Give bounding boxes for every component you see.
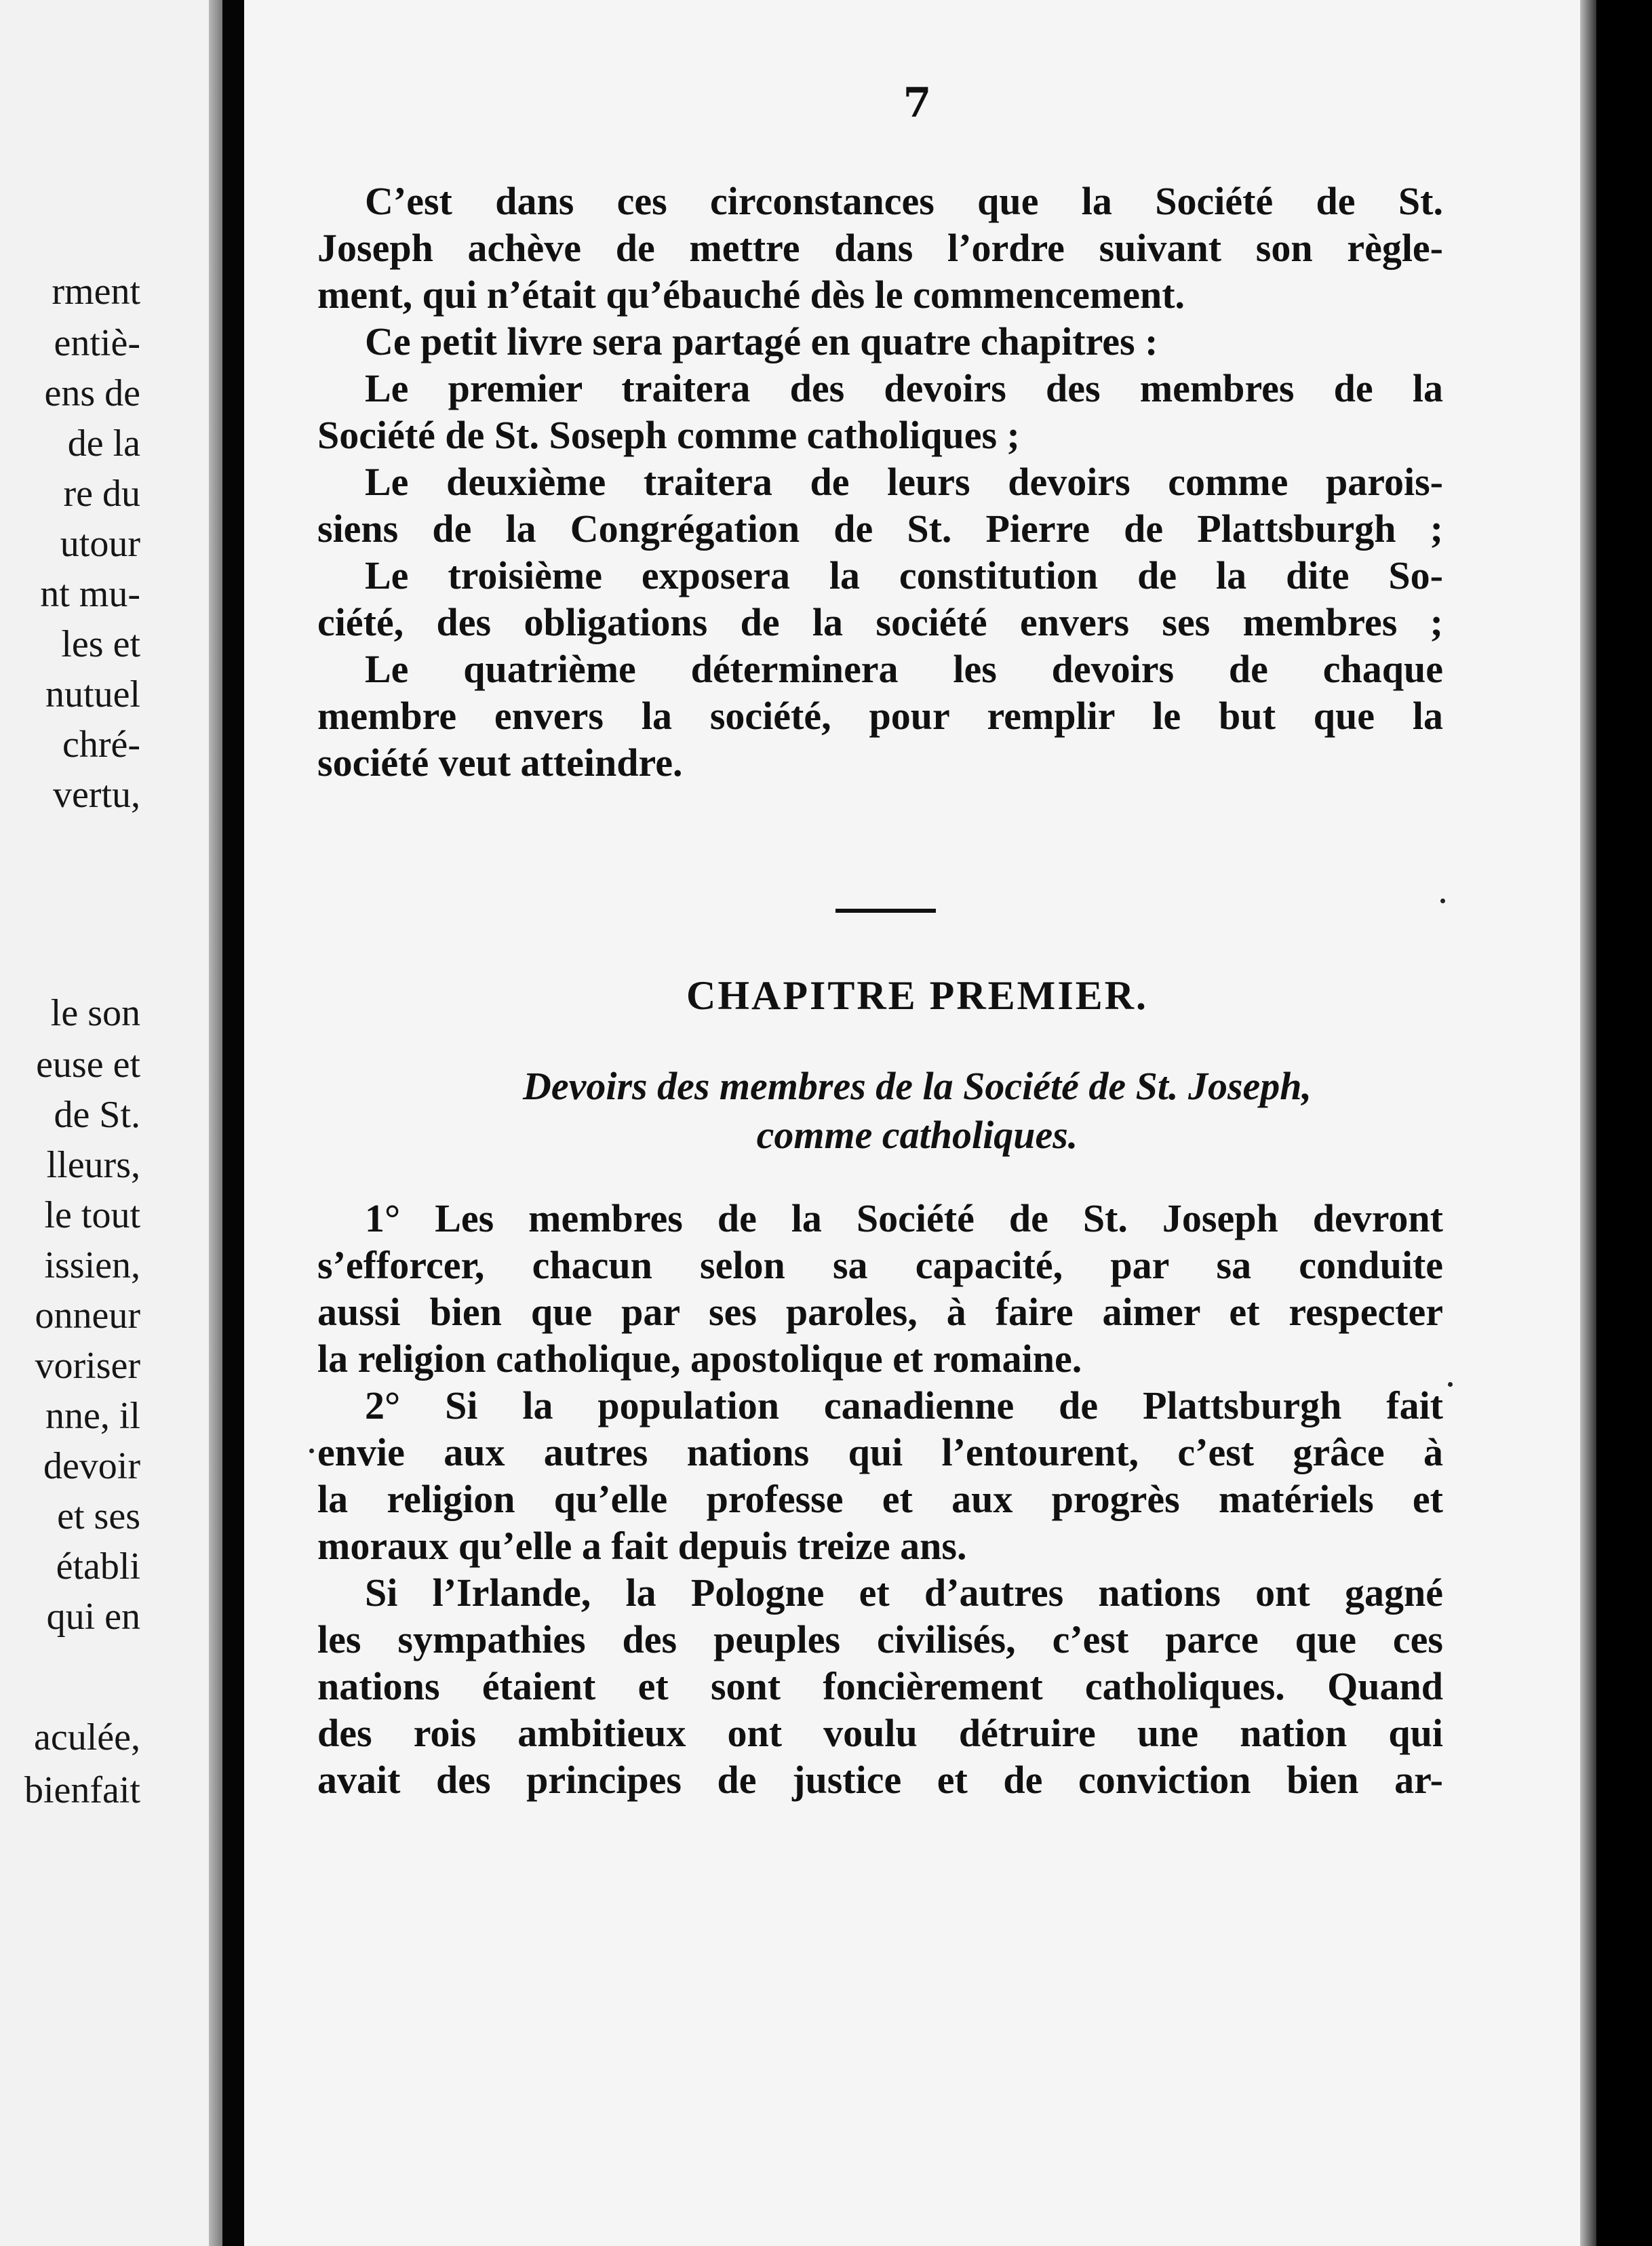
left-page-text-line: vertu,: [52, 774, 140, 816]
text-line: Le quatrième déterminera les devoirs de chaque: [365, 647, 1443, 691]
text-line: Le premier traitera des devoirs des membres de la: [365, 366, 1443, 410]
left-page-text-line: re du: [63, 473, 140, 515]
chapter-subtitle: [244, 1062, 1590, 1160]
page-number: 7: [903, 79, 932, 127]
text-line: la religion qu’elle professe et aux progrès matériels et: [317, 1477, 1443, 1521]
left-page-text-line: le tout: [44, 1194, 140, 1236]
text-line: aussi bien que par ses paroles, à faire aimer et respecter: [317, 1290, 1443, 1334]
section-divider: [835, 909, 936, 913]
left-page-text-line: de la: [67, 422, 140, 465]
text-line: s’efforcer, chacun selon sa capacité, par sa conduite: [317, 1243, 1443, 1287]
text-line: C’est dans ces circonstances que la Société de St.: [365, 179, 1443, 223]
left-page-text-line: devoir: [43, 1445, 140, 1487]
left-page-text-line: utour: [60, 523, 140, 565]
left-page-text-line: lleurs,: [46, 1144, 140, 1186]
left-page-text-line: rment: [52, 271, 140, 313]
text-line: Le deuxième traitera de leurs devoirs comme parois-: [365, 460, 1443, 504]
main-page: [244, 0, 1590, 2246]
left-page-text-line: issien,: [44, 1244, 140, 1286]
scan-speck: [1448, 1382, 1453, 1387]
text-line: siens de la Congrégation de St. Pierre de Plattsburgh ;: [317, 507, 1443, 551]
text-line: Le troisième exposera la constitution de la dite So-: [365, 553, 1443, 597]
left-page-text-line: de St.: [54, 1094, 140, 1136]
text-line: société veut atteindre.: [317, 741, 683, 785]
text-line: des rois ambitieux ont voulu détruire une nation qui: [317, 1711, 1443, 1755]
left-page-text-line: le son: [50, 992, 140, 1034]
left-page-text-line: les et: [61, 623, 140, 665]
intro-text: [317, 178, 1443, 786]
left-page-text-line: nt mu-: [40, 573, 140, 615]
text-line: la religion catholique, apostolique et romaine.: [317, 1337, 1082, 1381]
left-page-text-line: euse et: [36, 1044, 140, 1086]
text-line: membre envers la société, pour remplir le but que la: [317, 694, 1443, 738]
text-line: ciété, des obligations de la société envers ses membres ;: [317, 600, 1443, 644]
text-line: moraux qu’elle a fait depuis treize ans.: [317, 1524, 967, 1568]
gutter-shadow: [209, 0, 222, 2246]
text-line: Société de St. Soseph comme catholiques ;: [317, 413, 1020, 457]
text-line: Si l’Irlande, la Pologne et d’autres nations ont gagné: [365, 1571, 1443, 1615]
left-page-text-line: onneur: [35, 1295, 140, 1337]
left-page-text-line: nutuel: [45, 673, 140, 715]
text-line: Ce petit livre sera partagé en quatre chapitres :: [365, 319, 1158, 363]
chapter-subtitle-line: Devoirs des membres de la Société de St. Joseph,: [522, 1064, 1312, 1108]
chapter-subtitle-line: comme catholiques.: [756, 1113, 1078, 1157]
text-line: nations étaient et sont foncièrement catholiques. Quand: [317, 1664, 1443, 1708]
text-line: 2° Si la population canadienne de Plattsburgh fait: [365, 1383, 1443, 1427]
left-page-text-line: bienfait: [24, 1769, 140, 1811]
left-page-fragment: [0, 0, 220, 2246]
left-page-text-line: et ses: [57, 1495, 140, 1537]
left-page-text-line: ens de: [44, 372, 140, 414]
text-line: avait des principes de justice et de conviction bien ar-: [317, 1758, 1443, 1802]
text-line: Joseph achève de mettre dans l’ordre suivant son règle-: [317, 226, 1443, 270]
scan-speck: [309, 1449, 314, 1453]
gutter-binding: [222, 0, 244, 2246]
left-page-text-line: voriser: [35, 1345, 140, 1387]
left-page-text-line: établi: [56, 1545, 140, 1588]
chapter-title: CHAPITRE PREMIER.: [686, 973, 1149, 1018]
left-page-text-line: aculée,: [34, 1716, 140, 1758]
left-page-text-line: chré-: [62, 724, 140, 766]
page-edge-shadow: [1580, 0, 1596, 2246]
left-page-text-line: nne, il: [45, 1395, 140, 1437]
body-text: [317, 1195, 1443, 1803]
left-page-text-line: entiè-: [54, 322, 140, 364]
text-line: envie aux autres nations qui l’entourent, c’est grâce à: [317, 1430, 1443, 1474]
left-page-text-line: qui en: [46, 1596, 140, 1638]
scan-speck: [1440, 899, 1445, 903]
text-line: ment, qui n’était qu’ébauché dès le commencement.: [317, 273, 1185, 317]
text-line: les sympathies des peuples civilisés, c’est parce que ces: [317, 1617, 1443, 1661]
text-line: 1° Les membres de la Société de St. Joseph devront: [365, 1196, 1443, 1240]
